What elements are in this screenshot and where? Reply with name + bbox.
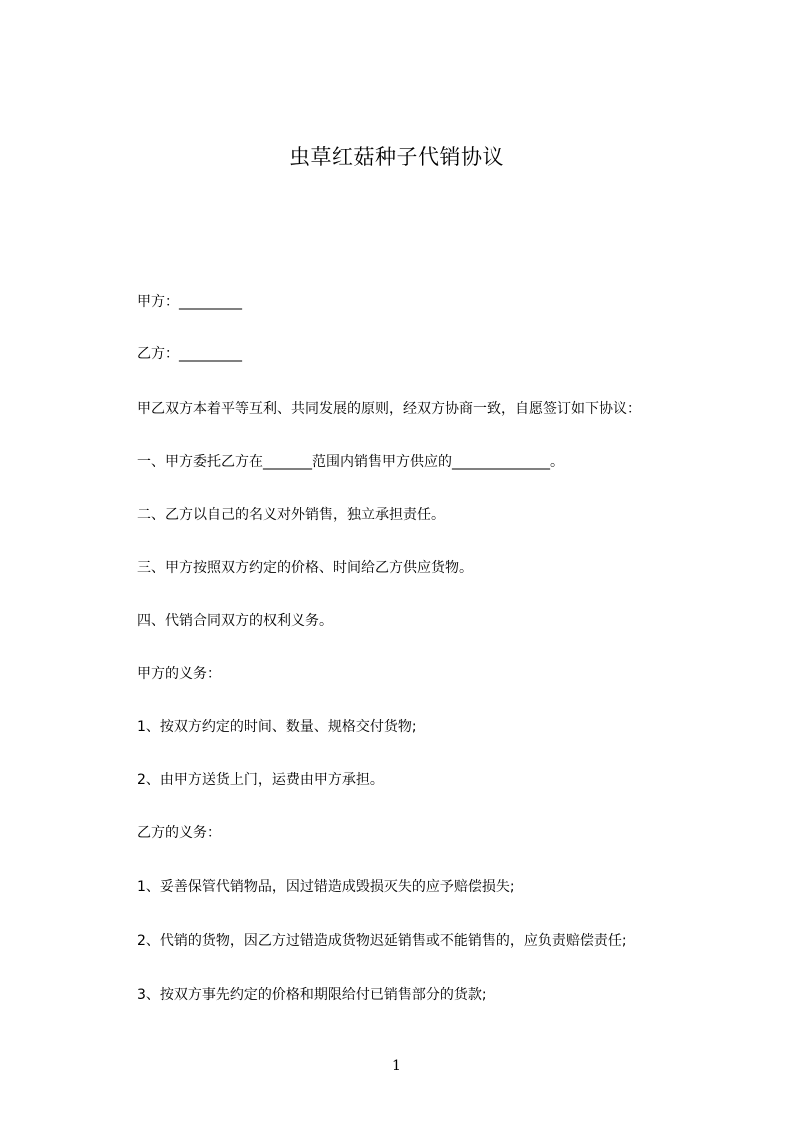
- party-b-obligation-1: 1、妥善保管代销物品，因过错造成毁损灭失的应予赔偿损失;: [137, 879, 515, 895]
- party-a-obligation-2: 2、由甲方送货上门，运费由甲方承担。: [137, 772, 384, 788]
- party-a-obligations-heading: 甲方的义务：: [137, 666, 221, 682]
- preamble-paragraph: 甲乙双方本着平等互利、共同发展的原则，经双方协商一致，自愿签订如下协议：: [137, 401, 641, 417]
- document-title: 虫草红菇种子代销协议: [289, 145, 504, 169]
- clause-1: 一、甲方委托乙方在_______范围内销售甲方供应的______________。: [137, 454, 564, 470]
- party-b-obligation-2: 2、代销的货物，因乙方过错造成货物迟延销售或不能销售的，应负责赔偿责任;: [137, 933, 627, 949]
- page-number: 1: [392, 1058, 401, 1074]
- party-a-obligation-1: 1、按双方约定的时间、数量、规格交付货物;: [137, 719, 417, 735]
- party-a-line: 甲方：_________: [137, 294, 242, 310]
- party-b-line: 乙方：_________: [137, 346, 242, 362]
- clause-2: 二、乙方以自己的名义对外销售，独立承担责任。: [137, 507, 445, 523]
- party-b-obligation-3: 3、按双方事先约定的价格和期限给付已销售部分的货款;: [137, 987, 487, 1003]
- clause-3: 三、甲方按照双方约定的价格、时间给乙方供应货物。: [137, 560, 473, 576]
- party-b-obligations-heading: 乙方的义务：: [137, 825, 221, 841]
- clause-4: 四、代销合同双方的权利义务。: [137, 613, 333, 629]
